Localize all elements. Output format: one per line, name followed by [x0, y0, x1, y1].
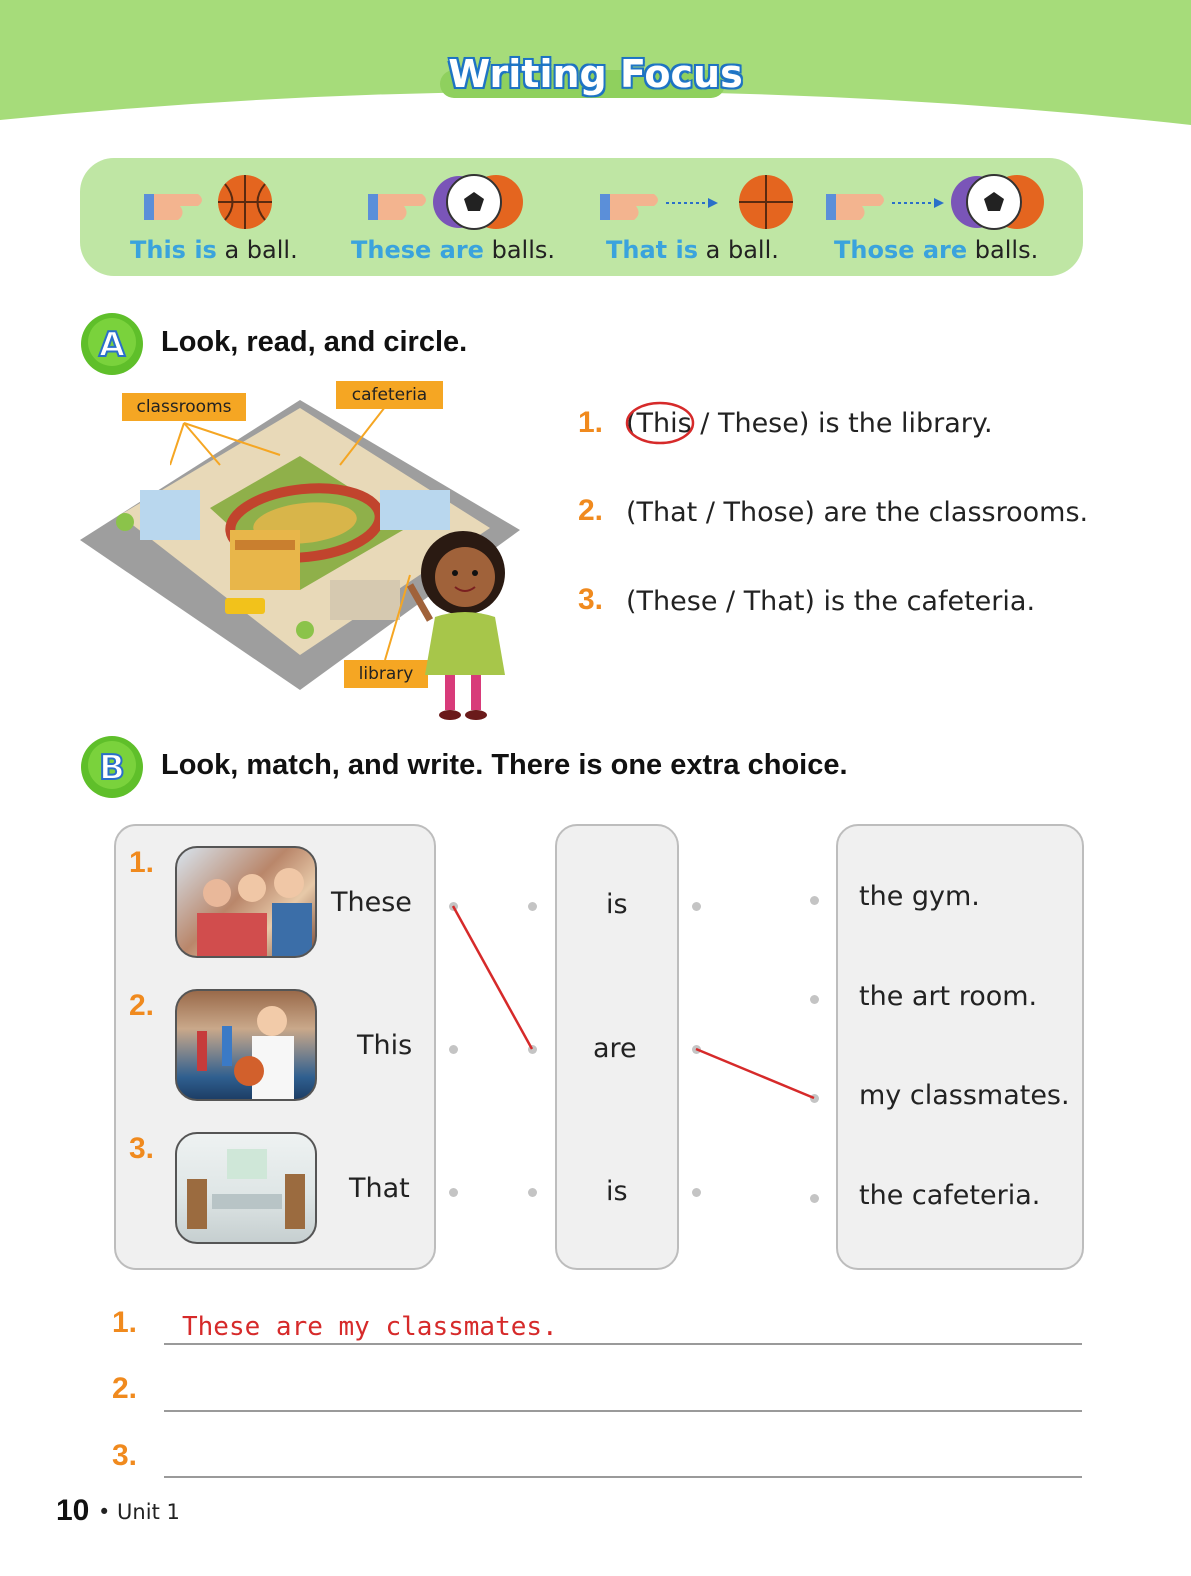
- label-classrooms: classrooms: [122, 393, 246, 421]
- unit-label: • Unit 1: [98, 1500, 180, 1524]
- photo-classmates: [175, 846, 317, 958]
- section-a-instruction: Look, read, and circle.: [161, 326, 468, 358]
- answer-number: 1.: [112, 1306, 138, 1339]
- subject-word: That: [349, 1173, 410, 1204]
- item-number: 2.: [129, 989, 155, 1022]
- focus-caption-that: That is a ball.: [606, 236, 779, 264]
- focus-caption-those: Those are balls.: [834, 236, 1039, 264]
- question-3-text: (These / That) is the cafeteria.: [626, 586, 1036, 617]
- question-2-text: (That / Those) are the classrooms.: [626, 497, 1089, 528]
- item-number: 3.: [129, 1132, 155, 1165]
- match-dot-subject-3[interactable]: [449, 1188, 458, 1197]
- pointing-far-balls-icon: [822, 172, 1047, 232]
- section-b-badge: [80, 735, 144, 799]
- focus-caption-these: These are balls.: [351, 236, 556, 264]
- section-b-instruction: Look, match, and write. There is one extra choice.: [161, 749, 848, 781]
- focus-caption-this: This is a ball.: [130, 236, 298, 264]
- photo-art-room: [175, 1132, 317, 1244]
- circle-answer-mark: [624, 400, 700, 446]
- match-dot-verb-right-3[interactable]: [692, 1188, 701, 1197]
- verb-word: is: [606, 1176, 628, 1207]
- question-1-text: (This / These) is the library.: [626, 408, 993, 439]
- section-a-badge: [80, 312, 144, 376]
- answer-1-text[interactable]: These are my classmates.: [182, 1312, 558, 1342]
- match-dot-verb-left-2[interactable]: [528, 1045, 537, 1054]
- girl-pointing-illustration: [405, 525, 525, 723]
- match-dot-verb-left-3[interactable]: [528, 1188, 537, 1197]
- page-number: 10: [56, 1494, 90, 1527]
- subject-word: This: [357, 1030, 413, 1061]
- match-dot-verb-right-1[interactable]: [692, 902, 701, 911]
- match-dot-place-1[interactable]: [810, 896, 819, 905]
- place-word: the art room.: [859, 981, 1038, 1012]
- match-dot-place-3[interactable]: [810, 1094, 819, 1103]
- page-title: Writing Focus: [448, 52, 743, 96]
- match-dot-place-4[interactable]: [810, 1194, 819, 1203]
- question-number: 2.: [578, 494, 604, 527]
- verb-word: are: [593, 1033, 637, 1064]
- answer-number: 3.: [112, 1439, 138, 1472]
- match-dot-subject-2[interactable]: [449, 1045, 458, 1054]
- place-word: the cafeteria.: [859, 1180, 1041, 1211]
- pointing-far-icon: [596, 172, 796, 232]
- match-dot-verb-right-2[interactable]: [692, 1045, 701, 1054]
- answer-line-2[interactable]: [164, 1410, 1082, 1412]
- question-number: 1.: [578, 406, 604, 439]
- match-dot-subject-1[interactable]: [449, 902, 458, 911]
- match-dot-verb-left-1[interactable]: [528, 902, 537, 911]
- answer-number: 2.: [112, 1372, 138, 1405]
- svg-text:A: A: [98, 325, 126, 365]
- svg-text:B: B: [99, 748, 125, 788]
- place-word: my classmates.: [859, 1080, 1070, 1111]
- question-number: 3.: [578, 583, 604, 616]
- item-number: 1.: [129, 846, 155, 879]
- photo-gym: [175, 989, 317, 1101]
- subject-word: These: [331, 887, 412, 918]
- pointing-hand-icon: [140, 172, 280, 232]
- label-library: library: [344, 660, 428, 688]
- answer-line-3[interactable]: [164, 1476, 1082, 1478]
- label-cafeteria: cafeteria: [336, 381, 443, 409]
- answer-line-1[interactable]: [164, 1343, 1082, 1345]
- place-word: the gym.: [859, 881, 980, 912]
- pointing-hand-balls-icon: [364, 172, 529, 232]
- verb-word: is: [606, 889, 628, 920]
- match-dot-place-2[interactable]: [810, 995, 819, 1004]
